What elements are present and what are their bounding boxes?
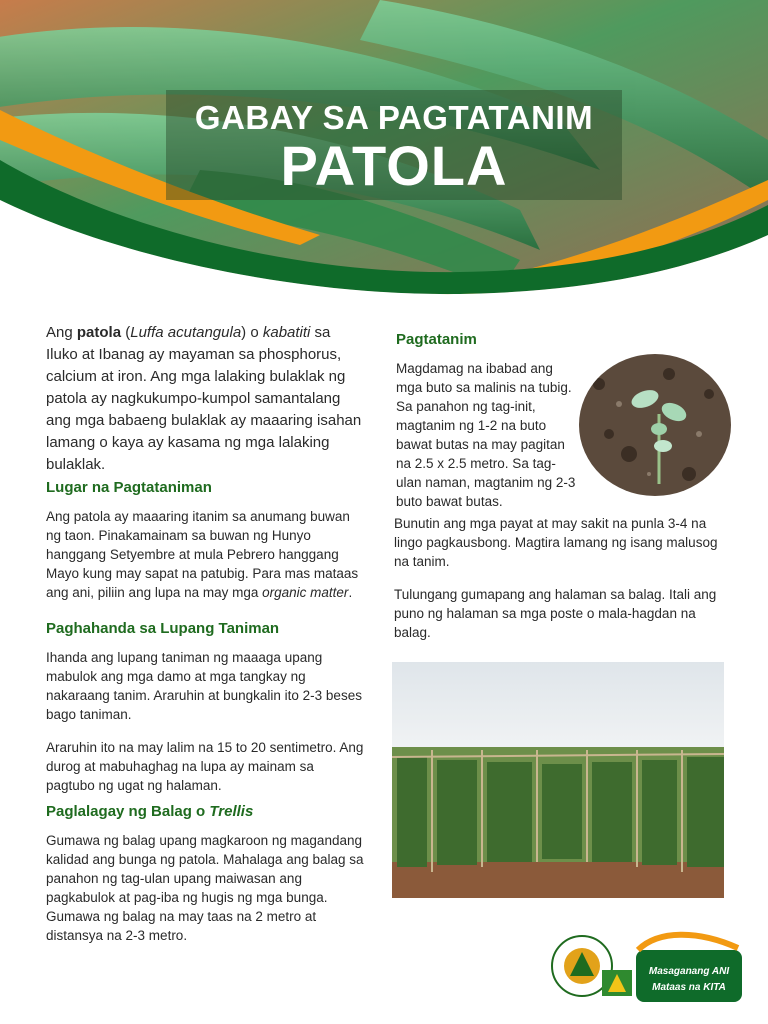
seedling-image [579,354,731,496]
slogan-line1: Masaganang ANI [648,966,730,977]
header-banner [0,0,768,300]
paghahanda-p1: Ihanda ang lupang taniman ng maaaga upang mabulok ang mga damo at mga tangkay ng nakaraang tanim. Araruhin at bungkalin ito 2-3 beses bago taniman. [46,650,362,722]
trellis-field-photo [392,662,724,898]
section-pagtatanim-top [396,330,578,525]
lugar-end: . [348,585,353,600]
lugar-italic: organic matter [262,585,349,600]
left-column [46,322,366,490]
heading-balag-italic: Trellis [209,803,254,820]
section-paghahanda [46,619,366,809]
scientific-name: Luffa acutangula [130,324,242,341]
trellis-image [392,662,724,898]
heading-pagtatanim: Pagtatanim [396,331,477,348]
heading-paghahanda: Paghahanda sa Lupang Taniman [46,620,280,637]
intro-text-2: ( [121,324,131,341]
section-balag [46,802,366,959]
seedling-photo [579,354,731,496]
title-box [166,90,622,200]
intro-text-1: Ang [46,324,73,341]
section-lugar [46,478,366,616]
lugar-body: Ang patola ay maaaring itanim sa anumang buwan ng taon. Pinakamainam sa buwan ng Hunyo hanggang Setyembre at mula Pebrero hanggang Mayo kung may sapat na patubig. Para mas mataas ang ani, piliin ang lupa na may mga [46,509,359,600]
slogan-line2: Mataas na KITA [652,982,726,993]
heading-balag-text: Paglalagay ng Balag o [46,803,210,820]
pagtatanim-p1: Magdamag na ibabad ang mga buto sa malinis na tubig. Sa panahon ng tag-init, magtanim ng 1-2 na buto bawat butas na may pagitan na 2.5 x 2.5 metro. Sa tag-ulan naman, magtanim ng 2-3 buto bawat butas. [396,361,576,509]
lugar-text [46,507,366,602]
title-line2: PATOLA [280,134,508,197]
balag-text: Gumawa ng balag upang magkaroon ng magandang kalidad ang bunga ng patola. Mahalaga ang balag sa panahon ng tag-ulan upang maiwasan ang pagkabulok at pag-iba ng hugis ng mga bunga. Gumawa ng balag na may taas na 2 metro at distansya na 2-3 metro. [46,833,364,943]
heading-balag [46,802,366,821]
logos-area [548,930,748,1010]
logos-graphic [548,930,748,1010]
paghahanda-p2: Araruhin ito na may lalim na 15 to 20 sentimetro. Ang durog at mabuhaghag na lupa ay mainam sa pagtubo ng ugat ng halaman. [46,740,364,793]
pagtatanim-p2: Bunutin ang mga payat at may sakit na punla 3-4 na lingo pagkausbong. Magtira lamang ng isang malusog na tanim. [394,516,718,569]
intro-paragraph [46,322,366,476]
intro-text-3: ) o [241,324,263,341]
section-pagtatanim-bottom [394,514,724,656]
pagtatanim-p3: Tulungang gumapang ang halaman sa balag. Itali ang puno ng halaman sa mga poste o mala-hagdan na balag. [394,587,717,640]
title-line1: GABAY SA PAGTATANIM [194,99,594,136]
alt-name: kabatiti [262,324,311,341]
intro-text-4: sa Iluko at Ibanag ay mayaman sa phosphorus, calcium at iron. Ang mga lalaking bulaklak ng patola ay nagkukumpo-kumpol samantalang ang mga babaeng bulaklak ay maaaring isahan lamang o kaya ay kasama ng mga lalaking bulaklak. [46,324,362,473]
intro-bold: patola [76,324,122,341]
heading-lugar: Lugar na Pagtataniman [46,479,212,496]
